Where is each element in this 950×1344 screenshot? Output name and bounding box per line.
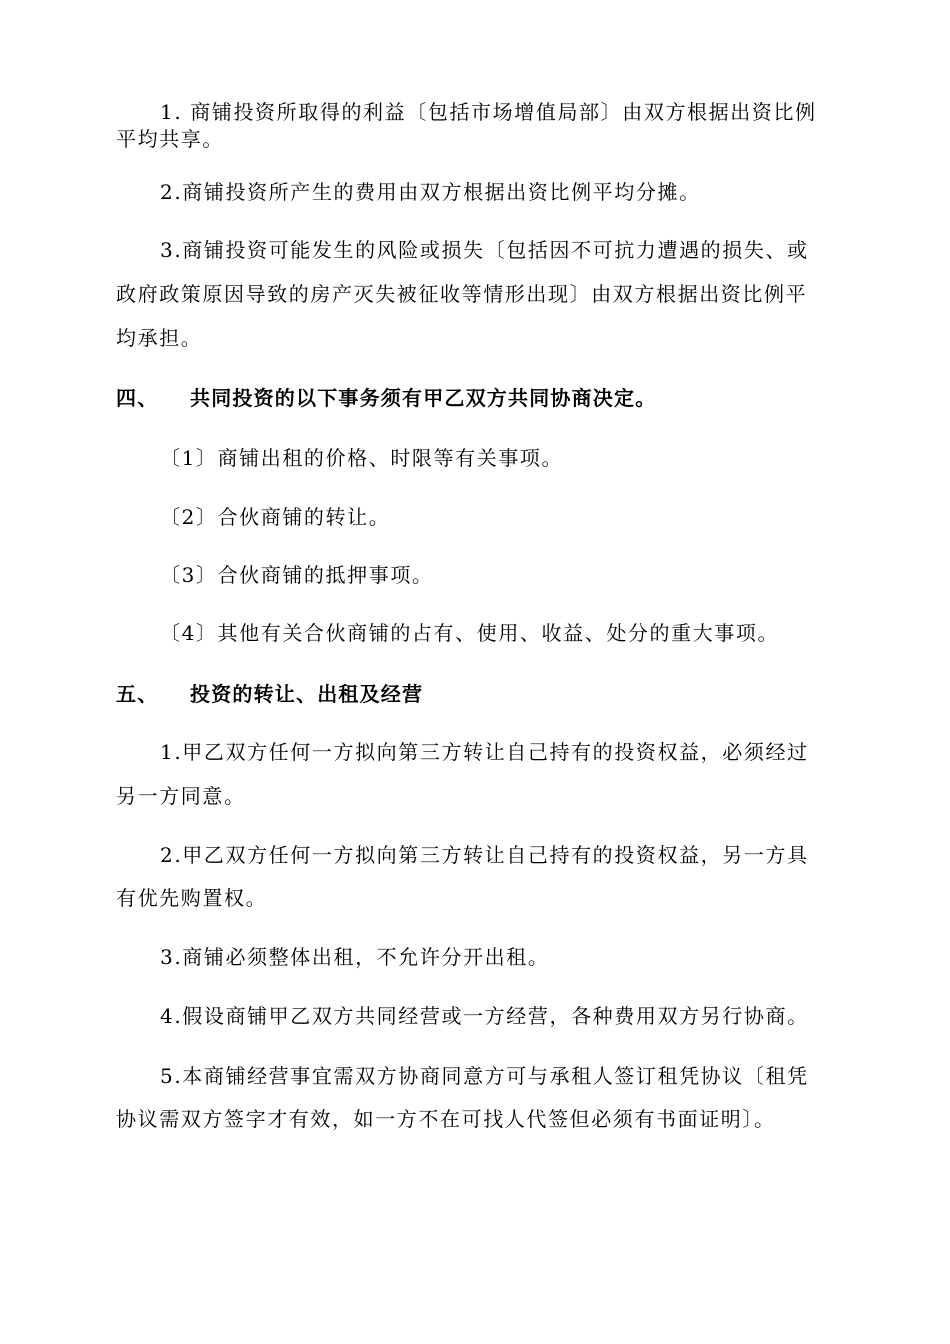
paragraph-line: 3.商铺必须整体出租，不允许分开出租。	[160, 945, 550, 969]
paragraph-line: 平均共享。	[116, 127, 224, 151]
paragraph-line: 1.甲乙双方任何一方拟向第三方转让自己持有的投资权益，必须经过	[160, 740, 809, 764]
list-item: 〔2〕合伙商铺的转让。	[160, 505, 391, 529]
list-item: 〔1〕商铺出租的价格、时限等有关事项。	[160, 446, 564, 470]
paragraph-line: 4.假设商铺甲乙双方共同经营或一方经营，各种费用双方另行协商。	[160, 1004, 809, 1028]
list-item: 〔4〕其他有关合伙商铺的占有、使用、收益、处分的重大事项。	[160, 621, 780, 645]
section-title: 共同投资的以下事务须有甲乙双方共同协商决定。	[190, 386, 657, 410]
paragraph-line: 政府政策原因导致的房产灭失被征收等情形出现〕由双方根据出资比例平	[116, 282, 808, 306]
list-item: 〔3〕合伙商铺的抵押事项。	[160, 563, 434, 587]
paragraph-line: 3.商铺投资可能发生的风险或损失〔包括因不可抗力遭遇的损失、或	[160, 238, 809, 262]
paragraph-line: 2.甲乙双方任何一方拟向第三方转让自己持有的投资权益，另一方具	[160, 843, 809, 867]
section-number: 五、	[116, 682, 159, 706]
paragraph-line: 2.商铺投资所产生的费用由双方根据出资比例平均分摊。	[160, 180, 701, 204]
section-title: 投资的转让、出租及经营	[190, 682, 424, 706]
section-number: 四、	[116, 386, 159, 410]
paragraph-line: 有优先购置权。	[116, 886, 268, 910]
paragraph-line: 5.本商铺经营事宜需双方协商同意方可与承租人签订租凭协议〔租凭	[160, 1064, 809, 1088]
paragraph-line: 均承担。	[116, 326, 203, 350]
paragraph-line: 1. 商铺投资所取得的利益〔包括市场增值局部〕由双方根据出资比例	[160, 100, 817, 124]
paragraph-line: 协议需双方签字才有效，如一方不在可找人代签但必须有书面证明〕。	[116, 1107, 776, 1131]
paragraph-line: 另一方同意。	[116, 784, 246, 808]
